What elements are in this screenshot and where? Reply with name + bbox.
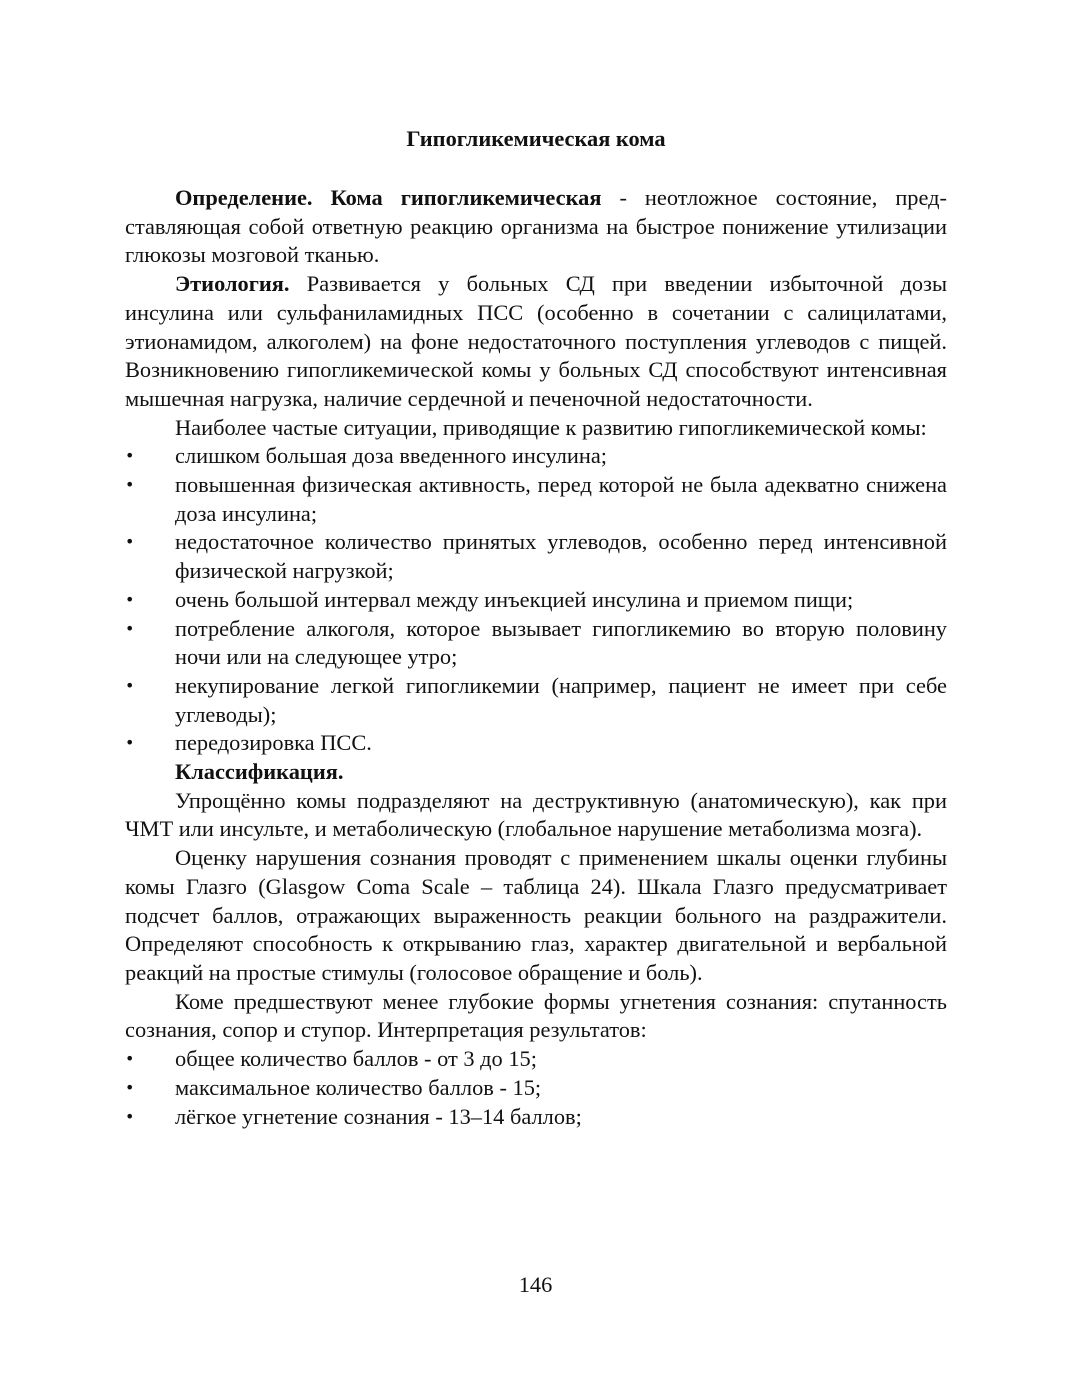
bullet-icon: • [125,1049,135,1069]
definition-text: - неотложное состояние, представляющая собой ответную реакцию организма на быстрое понижение утилизации глюкозы мозговой тканью. [125,185,948,268]
definition-lead: Определение. Кома гипогликемическая [175,185,602,210]
list-item: • лёгкое угнетение сознания - 13–14 баллов; [125,1103,947,1132]
list-item: • передозировка ПСС. [125,729,947,758]
glasgow-paragraph: Оценку нарушения сознания проводят с применением шкалы оценки глубины комы Глазго (Glasgow Coma Scale – таблица 24). Шкала Глазго предусматривает подсчет баллов, отражающих выраженность реакции больного на раздражители. Определяют способность к открыванию глаз, характер двигательной и вербальной реакций на простые стимулы (голосовое обращение и боль). [125,845,947,985]
bullet-icon: • [125,1106,135,1126]
section-title: Гипогликемическая кома [406,126,666,151]
interpretation-list [125,1045,947,1131]
list-item: • слишком большая доза введенного инсулина; [125,442,947,471]
bullet-icon: • [125,446,135,466]
list-item: • очень большой интервал между инъекцией инсулина и приемом пищи; [125,586,947,615]
definition-paragraph [125,184,947,270]
bullet-icon: • [125,733,135,753]
bullet-icon: • [125,475,135,495]
bullet-icon: • [125,532,135,552]
list-item: • повышенная физическая активность, перед которой не была адекватно снижена доза инсулина; [125,472,947,526]
classification-heading: Классификация. [175,759,344,785]
list-item: • потребление алкоголя, которое вызывает гипогликемию во вторую половину ночи или на следующее утро; [125,615,947,670]
list-item: • недостаточное количество принятых углеводов, особенно перед интенсивной физической нагрузкой; [125,529,947,584]
list-item: • общее количество баллов - от 3 до 15; [125,1045,947,1074]
bullet-icon: • [125,618,135,638]
list-item: • некупирование легкой гипогликемии (например, пациент не имеет при себе углеводы); [125,672,947,727]
bullet-icon: • [125,589,135,609]
bullet-icon: • [125,1077,135,1097]
situations-intro: Наиболее частые ситуации, приводящие к развитию гипогликемической комы: [175,414,927,440]
list-item: • максимальное количество баллов - 15; [125,1074,947,1103]
situations-list [125,442,947,758]
bullet-icon: • [125,675,135,695]
page-number: 146 [518,1272,553,1297]
document-page [125,124,947,1131]
etiology-text: Развивается у больных СД при введении избыточной дозы инсулина или сульфаниламидных ПСС (особенно в сочетании с салицилатами, этионамидом, алкоголем) на фоне недостаточного поступления углеводов с пищей. Возникновению гипогликемической комы у больных СД способствуют интенсивная мышечная нагрузка, наличие сердечной и печеночной недостаточности. [125,271,947,411]
etiology-paragraph [125,270,947,414]
etiology-lead: Этиология. [175,271,290,297]
interpretation-intro: Коме предшествуют менее глубокие формы угнетения сознания: спутанность сознания, сопор и ступор. Интерпретация результатов: [125,988,947,1043]
classification-paragraph: Упрощённо комы подразделяют на деструктивную (анатомическую), как при ЧМТ или инсульте, и метаболическую (глобальное нарушение метаболизма мозга). [125,787,947,842]
